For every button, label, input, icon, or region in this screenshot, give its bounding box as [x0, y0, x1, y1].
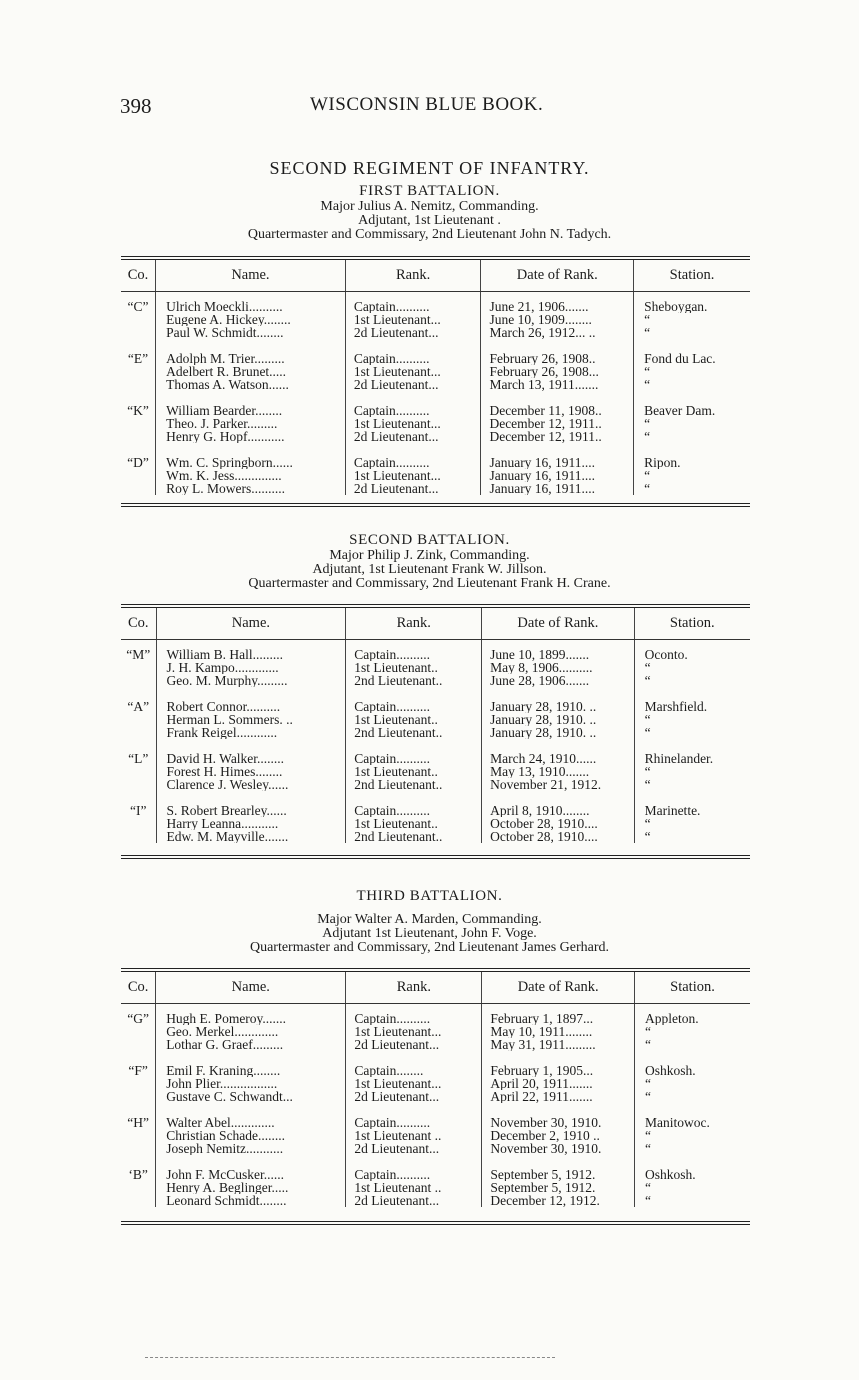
column-header: Co. — [121, 972, 156, 1004]
table-row — [121, 752, 750, 765]
table-row — [121, 1168, 750, 1181]
station-cell: “ — [635, 1129, 751, 1142]
rank-cell: 2d Lieutenant... — [345, 378, 481, 391]
company-cell — [121, 469, 156, 482]
name-cell: Herman L. Sommers. .. — [156, 713, 346, 726]
table-row — [121, 326, 750, 339]
rank-cell: 1st Lieutenant .. — [346, 1129, 482, 1142]
rank-cell: 2d Lieutenant... — [346, 1194, 482, 1207]
station-cell: Beaver Dam. — [634, 404, 750, 417]
company-spacer — [121, 791, 750, 804]
rank-cell: 2nd Lieutenant.. — [346, 778, 482, 791]
battalion-section — [0, 182, 859, 242]
station-cell: “ — [634, 674, 750, 687]
table-row — [121, 817, 750, 830]
rank-cell: 1st Lieutenant... — [345, 313, 481, 326]
date-cell: May 10, 1911........ — [482, 1025, 635, 1038]
rank-cell: 2d Lieutenant... — [346, 1090, 482, 1103]
company-cell — [121, 713, 156, 726]
station-cell: “ — [634, 417, 750, 430]
company-cell — [121, 1025, 156, 1038]
company-spacer — [121, 339, 750, 352]
date-cell: November 21, 1912. — [482, 778, 634, 791]
name-cell: Clarence J. Wesley...... — [156, 778, 346, 791]
station-cell: “ — [635, 1090, 751, 1103]
station-cell: “ — [634, 313, 750, 326]
table-row — [121, 830, 750, 843]
date-cell: February 1, 1897... — [482, 1004, 635, 1026]
date-cell: October 28, 1910.... — [482, 817, 634, 830]
date-cell: May 8, 1906.......... — [482, 661, 634, 674]
table-row — [121, 1129, 750, 1142]
date-cell: January 28, 1910. .. — [482, 700, 634, 713]
table-row — [121, 1194, 750, 1207]
rank-cell: 2d Lieutenant... — [345, 430, 481, 443]
name-cell: Theo. J. Parker......... — [156, 417, 346, 430]
company-cell — [121, 1038, 156, 1051]
station-cell: “ — [634, 482, 750, 495]
date-cell: May 13, 1910....... — [482, 765, 634, 778]
station-cell: “ — [634, 817, 750, 830]
name-cell: Thomas A. Watson...... — [156, 378, 346, 391]
table-row — [121, 1181, 750, 1194]
station-cell: Oshkosh. — [635, 1168, 751, 1181]
name-cell: S. Robert Brearley...... — [156, 804, 346, 817]
table-row — [121, 1077, 750, 1090]
date-cell: November 30, 1910. — [482, 1142, 635, 1155]
date-cell: April 20, 1911....... — [482, 1077, 635, 1090]
station-cell: Oconto. — [634, 640, 750, 662]
table-row — [121, 778, 750, 791]
rank-cell: 1st Lieutenant.. — [346, 817, 482, 830]
table-row — [121, 1004, 750, 1026]
company-spacer — [121, 443, 750, 456]
name-cell: John F. McCusker...... — [156, 1168, 346, 1181]
officer-line: Adjutant, 1st Lieutenant . — [358, 213, 501, 228]
company-cell — [121, 326, 156, 339]
page-header — [120, 94, 760, 120]
station-cell: “ — [635, 1142, 751, 1155]
company-cell: “E” — [127, 352, 149, 365]
rank-cell: Captain.......... — [346, 1004, 482, 1026]
name-cell: Lothar G. Graef......... — [156, 1038, 346, 1051]
company-spacer — [121, 1051, 750, 1064]
name-cell: Gustave C. Schwandt... — [156, 1090, 346, 1103]
company-cell — [121, 1090, 156, 1103]
rank-cell: 1st Lieutenant... — [346, 1025, 482, 1038]
rank-cell: 1st Lieutenant.. — [346, 713, 482, 726]
station-cell: Marshfield. — [634, 700, 750, 713]
column-header: Station. — [635, 972, 751, 1004]
date-cell: January 16, 1911.... — [481, 482, 634, 495]
company-cell: “C” — [127, 299, 149, 313]
column-header: Name. — [156, 608, 346, 640]
column-header: Station. — [634, 260, 750, 292]
table-row — [121, 1090, 750, 1103]
company-cell — [121, 726, 156, 739]
name-cell: J. H. Kampo............. — [156, 661, 346, 674]
station-cell: “ — [634, 765, 750, 778]
rank-cell: Captain.......... — [346, 700, 482, 713]
date-cell: June 21, 1906....... — [481, 292, 634, 314]
rank-cell: Captain.......... — [345, 352, 481, 365]
station-cell: “ — [634, 830, 750, 843]
date-cell: March 24, 1910...... — [482, 752, 634, 765]
station-cell: Rhinelander. — [634, 752, 750, 765]
date-cell: September 5, 1912. — [482, 1168, 635, 1181]
table-row — [121, 292, 750, 314]
table-row — [121, 1142, 750, 1155]
rank-cell: 1st Lieutenant.. — [346, 661, 482, 674]
table-bottom-rule — [121, 1221, 750, 1225]
page-number: 398 — [120, 94, 152, 118]
station-cell: “ — [634, 326, 750, 339]
station-cell: Fond du Lac. — [634, 352, 750, 365]
name-cell: Walter Abel............. — [156, 1116, 346, 1129]
officer-line: Major Julius A. Nemitz, Commanding. — [320, 199, 539, 214]
date-cell: June 10, 1899....... — [482, 640, 634, 662]
table-row — [121, 1025, 750, 1038]
company-cell: “A” — [127, 700, 150, 713]
date-cell: May 31, 1911......... — [482, 1038, 635, 1051]
date-cell: November 30, 1910. — [482, 1116, 635, 1129]
name-cell: Christian Schade........ — [156, 1129, 346, 1142]
station-cell: Oshkosh. — [635, 1064, 751, 1077]
date-cell: October 28, 1910.... — [482, 830, 634, 843]
rank-cell: Captain.......... — [346, 804, 482, 817]
company-cell — [121, 1077, 156, 1090]
table-row — [121, 700, 750, 713]
name-cell: William B. Hall......... — [156, 640, 346, 662]
company-spacer — [121, 739, 750, 752]
station-cell: “ — [634, 378, 750, 391]
table-row — [121, 313, 750, 326]
name-cell: Edw. M. Mayville....... — [156, 830, 346, 843]
table-row — [121, 713, 750, 726]
station-cell: “ — [634, 365, 750, 378]
table-row — [121, 1064, 750, 1077]
rank-cell: Captain.......... — [346, 1116, 482, 1129]
rank-cell: 1st Lieutenant.. — [346, 765, 482, 778]
company-cell — [121, 1181, 156, 1194]
column-header: Station. — [634, 608, 750, 640]
table-row — [121, 674, 750, 687]
officer-line: Adjutant 1st Lieutenant, John F. Voge. — [322, 926, 537, 941]
name-cell: John Plier................. — [156, 1077, 346, 1090]
station-cell: Manitowoc. — [635, 1116, 751, 1129]
station-cell: “ — [635, 1025, 751, 1038]
name-cell: Henry G. Hopf........... — [156, 430, 346, 443]
table-header-row — [121, 608, 750, 640]
station-cell: “ — [635, 1194, 751, 1207]
company-cell — [121, 417, 156, 430]
column-header: Rank. — [346, 972, 482, 1004]
station-cell: “ — [635, 1181, 751, 1194]
page-footer-rule — [145, 1357, 555, 1358]
roster-table — [121, 972, 750, 1207]
running-title: WISCONSIN BLUE BOOK. — [310, 94, 544, 115]
name-cell: Wm. C. Springborn...... — [156, 456, 346, 469]
table-header-row — [121, 260, 750, 292]
rank-cell: Captain.......... — [345, 456, 481, 469]
column-header: Date of Rank. — [482, 972, 635, 1004]
rank-cell: 1st Lieutenant... — [345, 365, 481, 378]
company-cell — [121, 430, 156, 443]
table-row — [121, 640, 750, 662]
date-cell: February 26, 1908.. — [481, 352, 634, 365]
date-cell: January 28, 1910. .. — [482, 713, 634, 726]
name-cell: Geo. M. Murphy......... — [156, 674, 346, 687]
name-cell: Paul W. Schmidt........ — [156, 326, 346, 339]
rank-cell: 2d Lieutenant... — [345, 482, 481, 495]
rank-cell: Captain.......... — [345, 292, 481, 314]
rank-cell: Captain........ — [346, 1064, 482, 1077]
company-cell: ‘B” — [128, 1168, 148, 1181]
company-cell: “M” — [126, 647, 151, 661]
rank-cell: 1st Lieutenant... — [346, 1077, 482, 1090]
officer-line: Quartermaster and Commissary, 2nd Lieutenant Frank H. Crane. — [248, 576, 611, 591]
rank-cell: 1st Lieutenant... — [345, 417, 481, 430]
station-cell: Appleton. — [635, 1004, 751, 1026]
column-header: Rank. — [345, 260, 481, 292]
column-header: Date of Rank. — [481, 260, 634, 292]
column-header: Name. — [156, 972, 346, 1004]
station-cell: “ — [634, 661, 750, 674]
regiment-title: SECOND REGIMENT OF INFANTRY. — [269, 158, 590, 178]
company-cell — [121, 378, 156, 391]
company-cell: “K” — [127, 404, 149, 417]
station-cell: “ — [634, 713, 750, 726]
date-cell: April 22, 1911....... — [482, 1090, 635, 1103]
table-row — [121, 1038, 750, 1051]
officer-line: Adjutant, 1st Lieutenant Frank W. Jillson. — [312, 562, 547, 577]
station-cell: “ — [634, 430, 750, 443]
company-cell — [121, 365, 156, 378]
date-cell: December 2, 1910 .. — [482, 1129, 635, 1142]
station-cell: “ — [635, 1077, 751, 1090]
date-cell: December 12, 1912. — [482, 1194, 635, 1207]
name-cell: Harry Leanna........... — [156, 817, 346, 830]
table-row — [121, 404, 750, 417]
rank-cell: Captain.......... — [346, 1168, 482, 1181]
name-cell: Henry A. Beglinger..... — [156, 1181, 346, 1194]
company-cell: “L” — [128, 752, 149, 765]
date-cell: September 5, 1912. — [482, 1181, 635, 1194]
company-spacer — [121, 1103, 750, 1116]
date-cell: January 28, 1910. .. — [482, 726, 634, 739]
table-row — [121, 417, 750, 430]
station-cell: “ — [635, 1038, 751, 1051]
officer-line: Quartermaster and Commissary, 2nd Lieutenant John N. Tadych. — [247, 227, 612, 242]
table-row — [121, 352, 750, 365]
name-cell: Geo. Merkel............. — [156, 1025, 346, 1038]
rank-cell: 2nd Lieutenant.. — [346, 674, 482, 687]
table-row — [121, 430, 750, 443]
roster-table — [121, 608, 750, 843]
station-cell: Marinette. — [634, 804, 750, 817]
station-cell: Ripon. — [634, 456, 750, 469]
table-row — [121, 456, 750, 469]
battalion-section — [0, 887, 859, 955]
station-cell: “ — [634, 778, 750, 791]
rank-cell: 2d Lieutenant... — [346, 1038, 482, 1051]
name-cell: Adelbert R. Brunet..... — [156, 365, 346, 378]
rank-cell: 2d Lieutenant... — [346, 1142, 482, 1155]
column-header: Co. — [121, 260, 156, 292]
table-bottom-rule — [121, 503, 750, 507]
battalion-section — [0, 531, 859, 591]
company-spacer — [121, 687, 750, 700]
company-cell — [121, 482, 156, 495]
station-cell: “ — [634, 726, 750, 739]
date-cell: March 13, 1911....... — [481, 378, 634, 391]
table-row — [121, 661, 750, 674]
company-spacer — [121, 391, 750, 404]
officer-line: Major Walter A. Marden, Commanding. — [317, 912, 542, 927]
company-cell — [121, 1129, 156, 1142]
date-cell: June 10, 1909........ — [481, 313, 634, 326]
date-cell: February 26, 1908... — [481, 365, 634, 378]
company-cell — [121, 830, 156, 843]
name-cell: Roy L. Mowers.......... — [156, 482, 346, 495]
name-cell: Robert Connor.......... — [156, 700, 346, 713]
table-header-row — [121, 972, 750, 1004]
officer-line: Major Philip J. Zink, Commanding. — [329, 548, 530, 563]
battalion-title: FIRST BATTALION. — [359, 183, 500, 199]
rank-cell: Captain.......... — [345, 404, 481, 417]
table-row — [121, 726, 750, 739]
battalion-title: THIRD BATTALION. — [356, 888, 503, 904]
column-header: Name. — [156, 260, 346, 292]
name-cell: Emil F. Kraning........ — [156, 1064, 346, 1077]
company-cell — [121, 1142, 156, 1155]
company-cell: “G” — [127, 1011, 149, 1025]
officer-line: Quartermaster and Commissary, 2nd Lieutenant James Gerhard. — [249, 940, 610, 955]
rank-cell: 2nd Lieutenant.. — [346, 830, 482, 843]
company-cell — [121, 817, 156, 830]
name-cell: Joseph Nemitz........... — [156, 1142, 346, 1155]
name-cell: Eugene A. Hickey........ — [156, 313, 346, 326]
table-row — [121, 804, 750, 817]
date-cell: February 1, 1905... — [482, 1064, 635, 1077]
date-cell: April 8, 1910........ — [482, 804, 634, 817]
company-cell — [121, 661, 156, 674]
company-cell — [121, 1194, 156, 1207]
rank-cell: Captain.......... — [346, 640, 482, 662]
date-cell: December 11, 1908.. — [481, 404, 634, 417]
table-row — [121, 365, 750, 378]
company-spacer — [121, 1155, 750, 1168]
rank-cell: 2nd Lieutenant.. — [346, 726, 482, 739]
name-cell: Adolph M. Trier......... — [156, 352, 346, 365]
column-header: Co. — [121, 608, 156, 640]
company-cell — [121, 674, 156, 687]
column-header: Rank. — [346, 608, 482, 640]
date-cell: June 28, 1906....... — [482, 674, 634, 687]
rank-cell: Captain.......... — [346, 752, 482, 765]
table-row — [121, 482, 750, 495]
name-cell: David H. Walker........ — [156, 752, 346, 765]
company-cell — [121, 765, 156, 778]
table-row — [121, 378, 750, 391]
date-cell: January 16, 1911.... — [481, 469, 634, 482]
rank-cell: 1st Lieutenant... — [345, 469, 481, 482]
company-cell — [121, 778, 156, 791]
name-cell: Wm. K. Jess.............. — [156, 469, 346, 482]
date-cell: January 16, 1911.... — [481, 456, 634, 469]
company-cell — [121, 313, 156, 326]
station-cell: “ — [634, 469, 750, 482]
station-cell: Sheboygan. — [634, 292, 750, 314]
name-cell: Forest H. Himes........ — [156, 765, 346, 778]
date-cell: December 12, 1911.. — [481, 417, 634, 430]
name-cell: Leonard Schmidt........ — [156, 1194, 346, 1207]
table-bottom-rule — [121, 855, 750, 859]
name-cell: William Bearder........ — [156, 404, 346, 417]
name-cell: Hugh E. Pomeroy....... — [156, 1004, 346, 1026]
date-cell: December 12, 1911.. — [481, 430, 634, 443]
company-cell: “D” — [127, 456, 149, 469]
company-cell: “F” — [128, 1064, 148, 1077]
battalion-title: SECOND BATTALION. — [349, 532, 510, 548]
table-row — [121, 765, 750, 778]
name-cell: Frank Reigel............ — [156, 726, 346, 739]
date-cell: March 26, 1912... .. — [481, 326, 634, 339]
column-header: Date of Rank. — [482, 608, 634, 640]
company-cell: “H” — [127, 1116, 149, 1129]
roster-table — [121, 260, 750, 495]
name-cell: Ulrich Moeckli.......... — [156, 292, 346, 314]
rank-cell: 2d Lieutenant... — [345, 326, 481, 339]
table-row — [121, 1116, 750, 1129]
table-row — [121, 469, 750, 482]
rank-cell: 1st Lieutenant .. — [346, 1181, 482, 1194]
company-cell: “I” — [130, 804, 147, 817]
